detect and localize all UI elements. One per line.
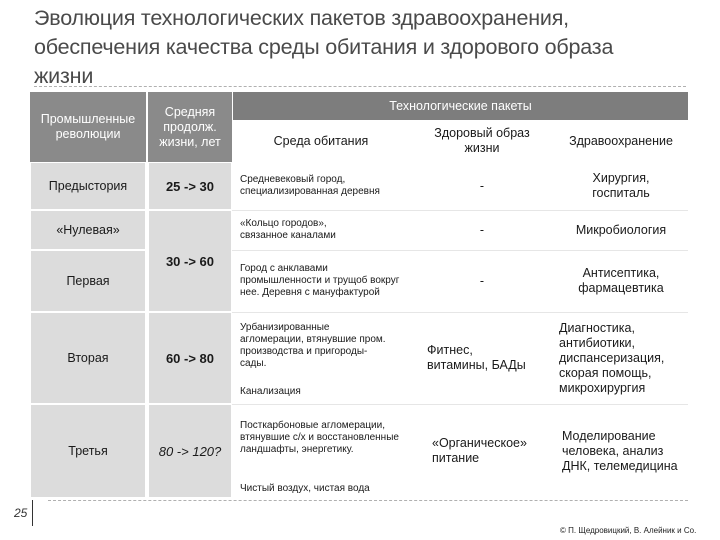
environment-third <box>236 406 406 470</box>
healthy-life-zero <box>412 210 552 250</box>
row-first-revolution <box>30 250 146 312</box>
footer-divider <box>48 500 688 501</box>
revolution-label: Предыстория <box>48 178 128 193</box>
title-line-3: жизни <box>34 64 94 88</box>
environment-third-note: Чистый воздух, чистая вода <box>240 483 370 494</box>
life-value: 25 -> 30 <box>165 178 215 194</box>
row-prehistory-revolution <box>30 162 146 210</box>
row-zero-revolution <box>30 210 146 250</box>
healthy-life-third <box>412 404 552 498</box>
environment-first <box>236 250 406 312</box>
healthy-life-prehistory <box>412 162 552 210</box>
header-healthcare-label: Здравоохранение <box>569 133 673 148</box>
environment-text: Посткарбоновые агломерации, втянувшие с/х и восстановленные ландшафты, энергетику. <box>240 420 399 455</box>
environment-second <box>236 318 406 374</box>
environment-second-note: Канализация <box>240 386 301 397</box>
header-tech-packages <box>232 92 688 120</box>
header-environment-label: Среда обитания <box>273 133 369 148</box>
header-healthcare <box>554 120 688 162</box>
environment-text: Город с анклавами промышленности и трущоб вокруг нее. Деревня с мануфактурой <box>240 263 400 298</box>
healthy-life-first <box>412 250 552 312</box>
life-third <box>148 404 232 498</box>
page-number-divider <box>32 500 33 526</box>
environment-text: Урбанизированные агломерации, втянувшие пром. производства и пригороды-сады. <box>240 322 386 369</box>
healthcare-text: Микробиология <box>575 222 667 237</box>
healthcare-text: Диагностика, антибиотики, диспансеризация, скорая помощь, микрохирургия <box>559 320 665 395</box>
life-zero-first <box>148 210 232 312</box>
header-revolutions <box>30 92 146 162</box>
environment-text: «Кольцо городов», связанное каналами <box>240 218 336 241</box>
environment-prehistory <box>236 162 406 210</box>
revolution-label: Вторая <box>67 350 109 365</box>
revolution-label: «Нулевая» <box>56 222 120 237</box>
title-line-1: Эволюция технологических пакетов здравоохранения, <box>34 6 569 30</box>
healthy-life-text: Фитнес, витамины, БАДы <box>427 343 526 372</box>
healthcare-text: Моделирование человека, анализ ДНК, телемедицина <box>562 428 678 473</box>
life-value: 60 -> 80 <box>165 350 215 366</box>
row-second-revolution <box>30 312 146 404</box>
healthy-life-text: - <box>479 273 485 288</box>
life-value: 80 -> 120? <box>158 443 222 459</box>
healthy-life-text: «Органическое» питание <box>432 436 527 465</box>
header-revolutions-label: Промышленные революции <box>40 112 136 141</box>
healthcare-prehistory <box>554 162 688 210</box>
header-life-expectancy-label: Средняя продолж. жизни, лет <box>159 104 221 149</box>
row-third-revolution <box>30 404 146 498</box>
environment-text: Средневековый город, специализированная деревня <box>240 174 380 197</box>
healthcare-first <box>554 250 688 312</box>
title-line-2: обеспечения качества среды обитания и здорового образа <box>34 35 614 59</box>
healthcare-zero <box>554 210 688 250</box>
life-prehistory <box>148 162 232 210</box>
healthcare-text: Хирургия, госпиталь <box>592 171 650 200</box>
healthcare-text: Антисептика, фармацевтика <box>578 266 664 295</box>
header-healthy-life <box>412 120 552 162</box>
healthy-life-text: - <box>479 222 485 237</box>
page-number: 25 <box>14 506 28 520</box>
header-tech-packages-label: Технологические пакеты <box>389 98 532 113</box>
environment-zero <box>236 210 406 250</box>
healthy-life-second <box>412 312 552 404</box>
header-life-expectancy <box>148 92 232 162</box>
revolution-label: Третья <box>68 443 108 458</box>
healthcare-third <box>554 404 688 498</box>
revolution-label: Первая <box>66 273 110 288</box>
healthy-life-text: - <box>479 178 485 193</box>
life-second <box>148 312 232 404</box>
header-environment <box>232 120 410 162</box>
life-value: 30 -> 60 <box>165 253 215 269</box>
copyright: © П. Щедровицкий, В. Алейник и Со. <box>560 526 697 535</box>
healthcare-second <box>554 312 688 404</box>
header-healthy-life-label: Здоровый образ жизни <box>434 126 530 155</box>
